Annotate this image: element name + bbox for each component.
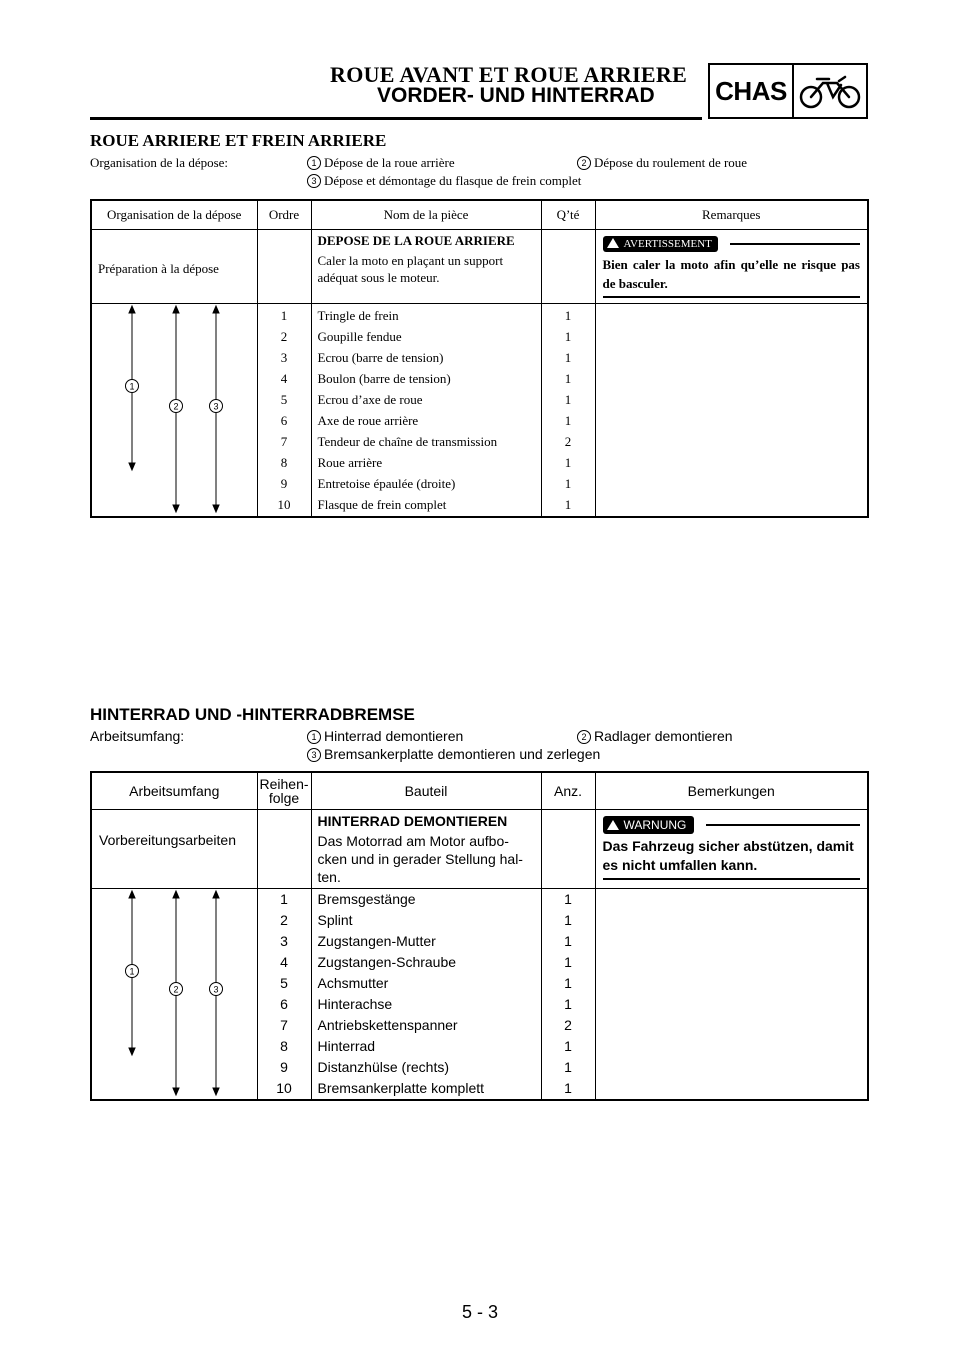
de-warning-badge: WARNUNG xyxy=(603,816,695,834)
de-org-label: Arbeitsumfang: xyxy=(90,728,185,744)
de-row-qty: 1 xyxy=(564,911,572,928)
de-step-2: 2 Radlager demontieren xyxy=(577,728,733,744)
de-row-part: Bremsgestänge xyxy=(317,890,416,907)
de-arbeitsumfang xyxy=(90,728,870,762)
de-row-part: Distanzhülse (rechts) xyxy=(317,1058,449,1075)
de-col-qty: Anz. xyxy=(541,772,595,809)
fr-step-diagram xyxy=(91,303,257,517)
fr-diagram-label-1: 1 xyxy=(129,381,135,391)
de-col-remarks: Bemerkungen xyxy=(595,772,868,809)
fr-section-title: ROUE ARRIERE ET FREIN ARRIERE xyxy=(90,131,387,150)
fr-diagram-label-2: 2 xyxy=(173,401,179,411)
fr-prep-text: Caler la moto en plaçant un support adéquat sous le moteur. xyxy=(317,252,504,285)
fr-col-remarks: Remarques xyxy=(595,200,868,229)
de-row-qty: 1 xyxy=(564,953,572,970)
fr-col-org: Organisation de la dépose xyxy=(91,200,257,229)
de-col-org: Arbeitsumfang xyxy=(91,772,257,809)
de-row-part: Hinterrad xyxy=(317,1037,376,1054)
fr-row-qty: 1 xyxy=(564,454,572,470)
de-row-part: Bremsankerplatte komplett xyxy=(317,1079,485,1096)
fr-row-part: Boulon (barre de tension) xyxy=(317,370,451,386)
de-row-part: Achsmutter xyxy=(317,974,389,991)
de-row-order: 3 xyxy=(280,932,288,949)
fr-row-qty: 1 xyxy=(564,475,572,491)
fr-row-order: 4 xyxy=(280,370,288,386)
header-title-fr: ROUE AVANT ET ROUE ARRIERE xyxy=(330,62,688,87)
de-row-qty: 1 xyxy=(564,995,572,1012)
de-step-3: 3 Bremsankerplatte demontieren und zerlegen xyxy=(307,746,600,762)
de-row-part: Zugstangen-Mutter xyxy=(317,932,436,949)
fr-row-qty: 1 xyxy=(564,307,572,323)
fr-prep-heading: DEPOSE DE LA ROUE ARRIERE xyxy=(317,232,515,248)
fr-row-part: Tendeur de chaîne de transmission xyxy=(317,433,498,449)
fr-prep-label: Préparation à la dépose xyxy=(98,261,219,276)
de-diagram-label-3: 3 xyxy=(213,984,219,994)
de-row-qty: 1 xyxy=(564,1079,572,1096)
fr-row-order: 3 xyxy=(280,349,288,365)
de-row-order: 10 xyxy=(276,1079,292,1096)
fr-col-qty: Q’té xyxy=(541,200,595,229)
de-row-order: 4 xyxy=(280,953,288,970)
fr-step-3: 3 Dépose et démontage du flasque de frein complet xyxy=(307,173,581,189)
de-prep-label: Vorbereitungsarbeiten xyxy=(99,831,236,848)
de-row-qty: 1 xyxy=(564,1037,572,1054)
de-warning-text: Das Fahrzeug sicher abstützen, damit es nicht umfallen kann. xyxy=(603,837,861,880)
de-step-diagram xyxy=(91,888,257,1100)
header-rule xyxy=(90,117,702,120)
section-code: CHAS xyxy=(710,65,794,117)
de-row-qty: 1 xyxy=(564,974,572,991)
de-row-qty: 1 xyxy=(564,932,572,949)
fr-row-order: 6 xyxy=(280,412,288,428)
fr-row-order: 10 xyxy=(277,496,291,512)
de-remarks-empty xyxy=(595,888,868,1100)
de-row-part: Antriebskettenspanner xyxy=(317,1016,458,1033)
fr-col-order: Ordre xyxy=(257,200,311,229)
fr-row-part: Axe de roue arrière xyxy=(317,412,419,428)
fr-row-qty: 1 xyxy=(564,391,572,407)
de-diagram-label-1: 1 xyxy=(129,966,135,976)
fr-organisation xyxy=(90,155,870,189)
header-title-de: VORDER- UND HINTERRAD xyxy=(377,84,655,107)
motorcycle-icon xyxy=(794,65,866,117)
warning-icon xyxy=(607,820,619,830)
fr-parts-table xyxy=(90,199,869,518)
de-row-order: 2 xyxy=(280,911,288,928)
fr-row-part: Flasque de frein complet xyxy=(317,496,447,512)
de-row-order: 8 xyxy=(280,1037,288,1054)
de-col-order: Reihen- folge xyxy=(257,772,311,809)
de-row-part: Splint xyxy=(317,911,353,928)
warning-icon xyxy=(607,238,619,248)
fr-row-qty: 1 xyxy=(564,349,572,365)
fr-step-1: 1 Dépose de la roue arrière xyxy=(307,155,455,171)
fr-row-part: Tringle de frein xyxy=(317,307,399,323)
section-badge xyxy=(708,63,868,119)
fr-col-part: Nom de la pièce xyxy=(311,200,541,229)
de-row-part: Zugstangen-Schraube xyxy=(317,953,457,970)
de-row-qty: 2 xyxy=(564,1016,572,1033)
fr-row-qty: 1 xyxy=(564,496,572,512)
de-col-part: Bauteil xyxy=(311,772,541,809)
fr-row-order: 2 xyxy=(280,328,288,344)
fr-diagram-label-3: 3 xyxy=(213,401,219,411)
fr-row-order: 8 xyxy=(280,454,288,470)
fr-row-part: Entretoise épaulée (droite) xyxy=(317,475,456,491)
de-row-order: 9 xyxy=(280,1058,288,1075)
de-row-order: 1 xyxy=(280,890,288,907)
fr-org-label: Organisation de la dépose: xyxy=(90,155,229,170)
de-warning xyxy=(595,809,868,888)
de-prep-text: Das Motorrad am Motor aufbo- cken und in gerader Stellung hal- ten. xyxy=(317,832,523,885)
de-diagram-label-2: 2 xyxy=(173,984,179,994)
fr-row-order: 1 xyxy=(280,307,288,323)
fr-row-part: Ecrou d’axe de roue xyxy=(317,391,423,407)
de-step-1: 1 Hinterrad demontieren xyxy=(307,728,463,744)
de-parts-table xyxy=(90,771,869,1101)
fr-row-qty: 1 xyxy=(564,370,572,386)
fr-remarks-empty xyxy=(595,303,868,517)
fr-row-order: 5 xyxy=(280,391,288,407)
de-row-qty: 1 xyxy=(564,890,572,907)
fr-step-2: 2 Dépose du roulement de roue xyxy=(577,155,747,171)
fr-row-qty: 1 xyxy=(564,412,572,428)
de-section-title: HINTERRAD UND -HINTERRADBREMSE xyxy=(90,705,415,724)
de-row-part: Hinterachse xyxy=(317,995,393,1012)
de-row-order: 5 xyxy=(280,974,288,991)
de-prep-heading: HINTERRAD DEMONTIEREN xyxy=(317,812,508,829)
page-number: 5 - 3 xyxy=(461,1302,499,1322)
fr-row-qty: 1 xyxy=(564,328,572,344)
fr-warning xyxy=(595,229,868,303)
de-row-order: 6 xyxy=(280,995,288,1012)
fr-row-part: Roue arrière xyxy=(317,454,383,470)
fr-warning-text: Bien caler la moto afin qu’elle ne risque pas de basculer. xyxy=(603,255,861,298)
fr-row-part: Ecrou (barre de tension) xyxy=(317,349,444,365)
de-row-order: 7 xyxy=(280,1016,288,1033)
fr-row-qty: 2 xyxy=(564,433,572,449)
fr-row-order: 7 xyxy=(280,433,288,449)
fr-row-order: 9 xyxy=(280,475,288,491)
fr-row-part: Goupille fendue xyxy=(317,328,402,344)
de-row-qty: 1 xyxy=(564,1058,572,1075)
fr-warning-badge: AVERTISSEMENT xyxy=(603,236,718,252)
